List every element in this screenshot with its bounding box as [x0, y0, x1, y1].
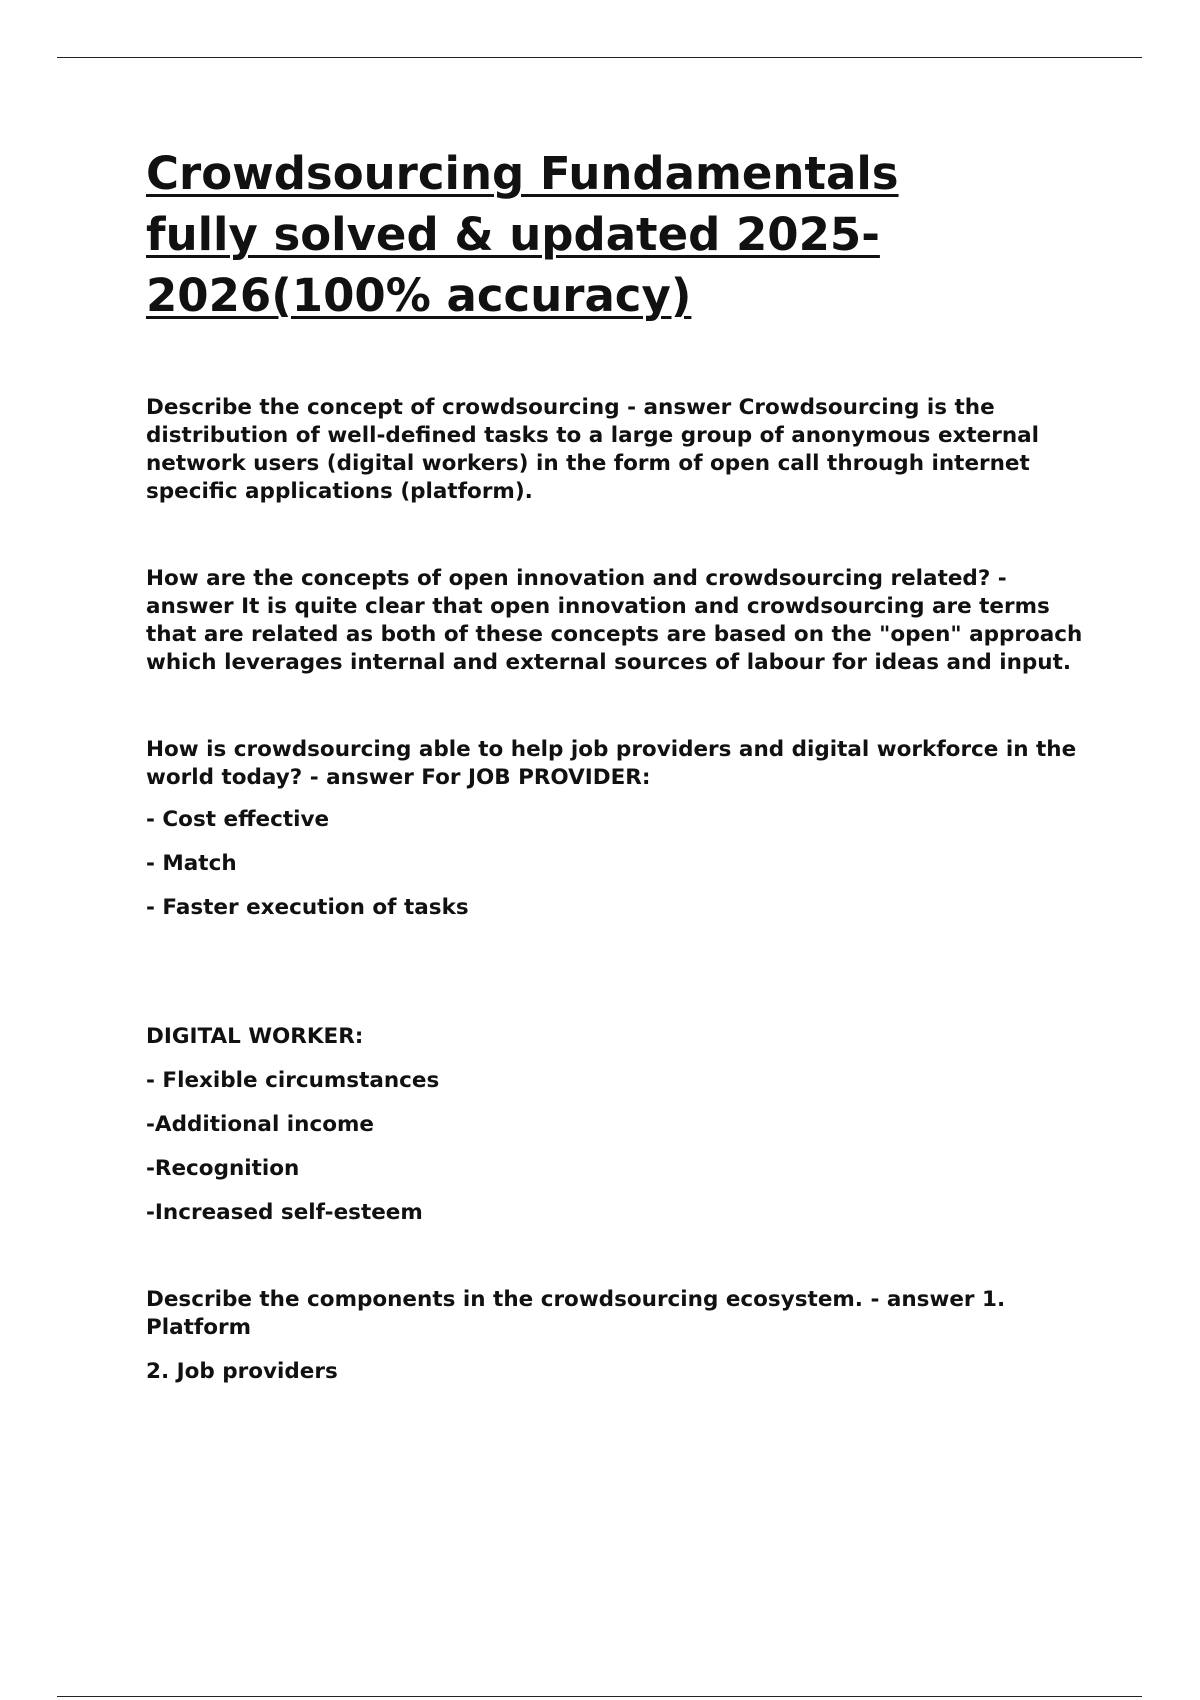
list-item: -Recognition [146, 1156, 300, 1181]
bottom-rule [57, 1696, 1142, 1697]
document-body [146, 143, 1096, 1386]
qa-open-innovation: How are the concepts of open innovation and crowdsourcing related? - answer It is quite clear that open innovation and crowdsourcing are terms that are related as both of these concepts are based on the "open" approach which leverages internal and external sources of labour for ideas and input. [146, 566, 1083, 675]
qa-concept-of-crowdsourcing: Describe the concept of crowdsourcing - answer Crowdsourcing is the distribution of well-defined tasks to a large group of anonymous external network users (digital workers) in the form of open call through internet specific applications (platform). [146, 395, 1040, 504]
document-title: Crowdsourcing Fundamentals fully solved & updated 2025-2026(100% accuracy) [146, 147, 899, 322]
list-item: - Match [146, 851, 237, 876]
list-item: - Faster execution of tasks [146, 895, 469, 920]
qa-ecosystem-components: Describe the components in the crowdsourcing ecosystem. - answer 1. Platform [146, 1287, 1006, 1340]
top-rule [57, 57, 1142, 58]
list-item: -Increased self-esteem [146, 1200, 423, 1225]
list-item: - Cost effective [146, 807, 330, 832]
digital-worker-heading: DIGITAL WORKER: [146, 1024, 364, 1049]
qa-job-providers-digital-workforce: How is crowdsourcing able to help job providers and digital workforce in the world today? - answer For JOB PROVIDER: [146, 737, 1077, 790]
list-item: -Additional income [146, 1112, 374, 1137]
list-item: 2. Job providers [146, 1359, 338, 1384]
list-item: - Flexible circumstances [146, 1068, 440, 1093]
